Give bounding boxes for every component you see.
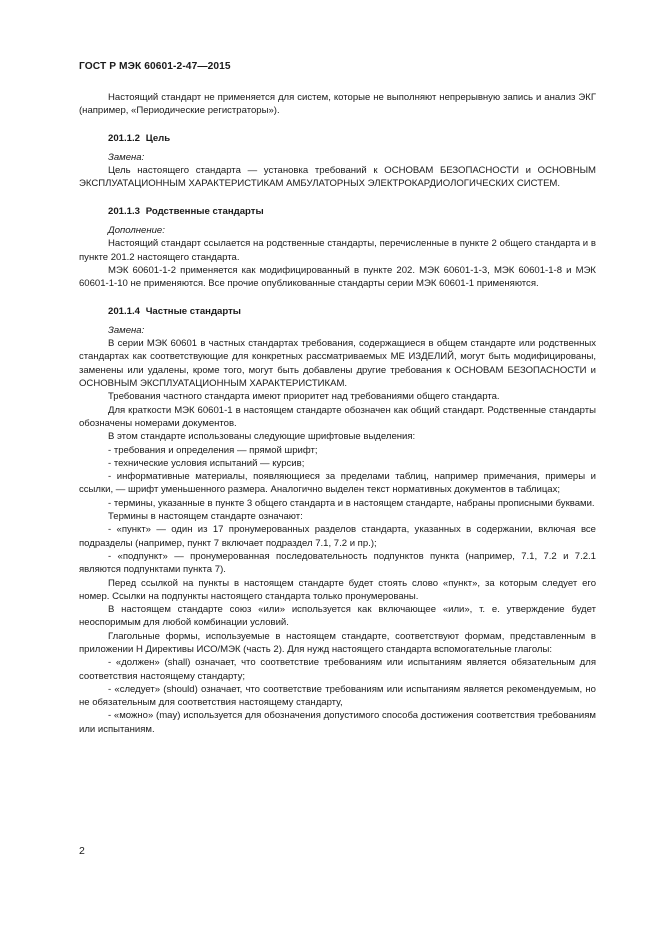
intro-paragraph: Настоящий стандарт не применяется для систем, которые не выполняют непрерывную запись и анализ ЭКГ (например, «Периодические регистраторы»). <box>79 92 596 117</box>
paragraph: Глагольные формы, используемые в настоящем стандарте, соответствуют формам, представленным в приложении Н Директивы ИСО/МЭК (часть 2). Для нужд настоящего стандарта вспомогательные глаголы: <box>79 630 596 655</box>
section-title: Частные стандарты <box>145 305 242 317</box>
paragraph: Перед ссылкой на пункты в настоящем стандарте будет стоять слово «пункт», за которым следует его номер. Ссылки на подпункты настоящего стандарта только пронумерованы. <box>79 577 596 602</box>
paragraph: В серии МЭК 60601 в частных стандартах требования, содержащиеся в общем стандарте или родственных стандартах как соответствующие для конкретных рассматриваемых МЕ ИЗДЕЛИЙ, могут быть модифицированы, заменены или удалены, кроме того, могут быть добавлены другие требования к ОСНОВАМ БЕЗОПАСНОСТИ и ОСНОВНЫМ ЭКСПЛУАТАЦИОННЫМ ХАРАКТЕРИСТИКАМ. <box>79 338 596 390</box>
paragraph: В этом стандарте использованы следующие шрифтовые выделения: <box>108 431 416 443</box>
list-item: - информативные материалы, появляющиеся за пределами таблиц, например примечания, примеры и ссылки, — шрифт уменьшенного размера. Аналогично выделен текст нормативных документов в таблицах; <box>79 471 596 496</box>
paragraph: МЭК 60601-1-2 применяется как модифицированный в пункте 202. МЭК 60601-1-3, МЭК 60601-1-8 и МЭК 60601-1-10 не применяются. Все прочие опубликованные стандарты серии МЭК 60601-1 применяются. <box>79 264 596 290</box>
replacement-label: Замена: <box>108 151 145 163</box>
document-body <box>79 91 596 736</box>
section-heading-related-standards <box>79 205 596 218</box>
list-item: - «следует» (should) означает, что соответствие требованиям или испытаниям является рекомендуемым, но не обязательным для соответствия настоящему стандарту, <box>79 683 596 709</box>
paragraph: Цель настоящего стандарта — установка требований к ОСНОВАМ БЕЗОПАСНОСТИ и ОСНОВНЫМ ЭКСПЛУАТАЦИОННЫМ ХАРАКТЕРИСТИКАМ АМБУЛАТОРНЫХ ЭЛЕКТРОКАРДИОЛОГИЧЕСКИХ СИСТЕМ. <box>79 165 596 190</box>
paragraph: Требования частного стандарта имеют приоритет над требованиями общего стандарта. <box>108 391 500 403</box>
document-header: ГОСТ Р МЭК 60601-2-47—2015 <box>79 61 231 72</box>
paragraph: В настоящем стандарте союз «или» используется как включающее «или», т. е. утверждение будет неоспоримым для любой комбинации условий. <box>79 604 596 629</box>
section-heading-particular-standards <box>79 305 596 318</box>
paragraph: Термины в настоящем стандарте означают: <box>108 511 303 523</box>
section-number: 201.1.2 <box>108 132 141 144</box>
section-title: Цель <box>145 132 171 144</box>
section-heading-purpose <box>79 132 596 145</box>
list-item: - «подпункт» — пронумерованная последовательность подпунктов пункта (например, 7.1, 7.2 и 7.2.1 являются подпунктами пункта 7). <box>79 550 596 576</box>
list-item: - «пункт» — один из 17 пронумерованных разделов стандарта, указанных в содержании, включая все подразделы (например, пункт 7 включает подраздел 7.1, 7.2 и пр.); <box>79 524 596 549</box>
section-number: 201.1.4 <box>108 305 141 317</box>
section-number: 201.1.3 <box>108 205 141 217</box>
list-item: - требования и определения — прямой шрифт; <box>108 444 318 456</box>
list-item: - технические условия испытаний — курсив; <box>108 457 305 469</box>
list-item: - «можно» (may) используется для обозначения допустимого способа достижения соответствия требованиям или испытаниям. <box>79 710 596 735</box>
paragraph: Настоящий стандарт ссылается на родственные стандарты, перечисленные в пункте 2 общего стандарта и в пункте 201.2 настоящего стандарта. <box>79 238 596 263</box>
section-title: Родственные стандарты <box>145 205 264 217</box>
list-item: - термины, указанные в пункте 3 общего стандарта и в настоящем стандарте, набраны прописными буквами. <box>108 497 595 509</box>
replacement-label: Замена: <box>108 324 145 336</box>
paragraph: Для краткости МЭК 60601-1 в настоящем стандарте обозначен как общий стандарт. Родственные стандарты обозначены номерами документов. <box>79 404 596 429</box>
addition-label: Дополнение: <box>108 225 165 237</box>
page-number: 2 <box>79 845 85 857</box>
list-item: - «должен» (shall) означает, что соответствие требованиям или испытаниям является обязательным для соответствия настоящему стандарту; <box>79 657 596 682</box>
